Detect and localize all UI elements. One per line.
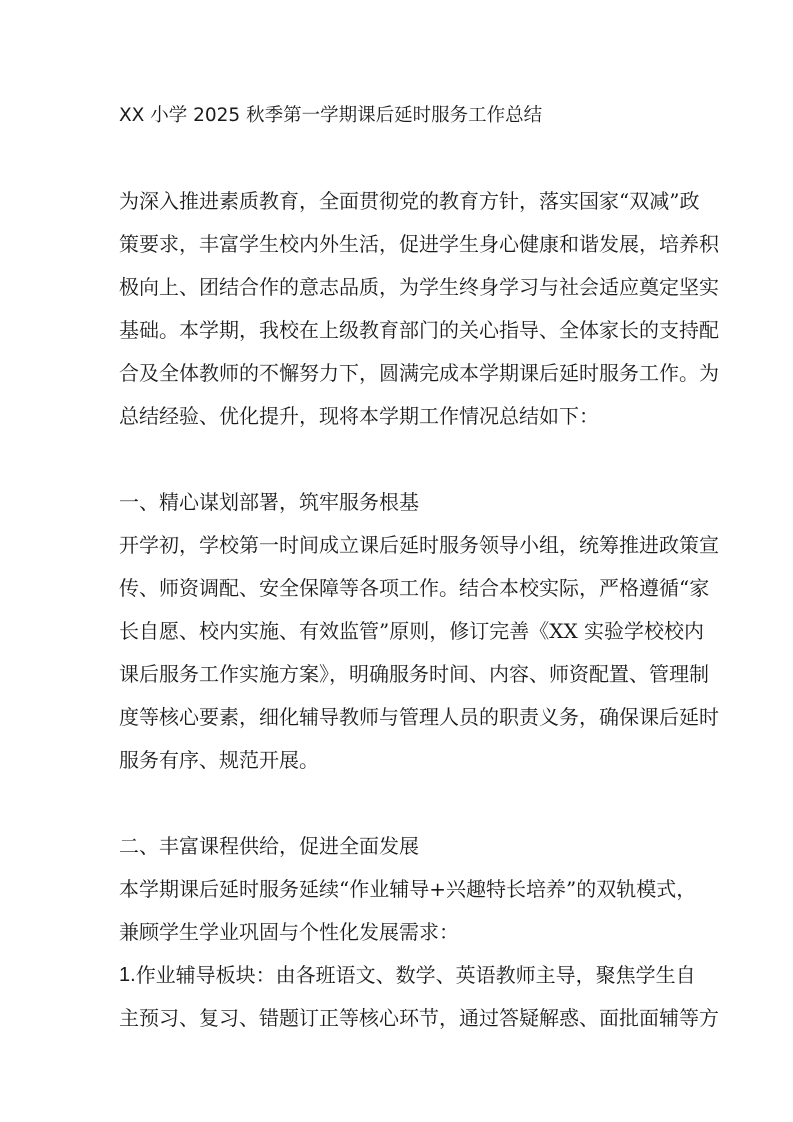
list-item [119, 960, 696, 990]
intro-line: 为深入推进素质教育，全面贯彻党的教育方针，落实国家“双减”政 [119, 189, 700, 213]
intro-line: 基础。本学期，我校在上级教育部门的关心指导、全体家长的支持配 [119, 318, 719, 342]
document-title: XX 小学 2025 秋季第一学期课后延时服务工作总结 [119, 105, 543, 126]
list-item-continuation: 主预习、复习、错题订正等核心环节，通过答疑解惑、面批面辅等方 [119, 1006, 719, 1030]
section-heading: 一、精心谋划部署，筑牢服务根基 [119, 490, 419, 514]
section-line: 服务有序、规范开展。 [119, 748, 319, 772]
intro-line: 总结经验、优化提升，现将本学期工作情况总结如下： [119, 404, 599, 428]
intro-line: 合及全体教师的不懈努力下，圆满完成本学期课后延时服务工作。为 [119, 361, 719, 385]
section-line: 开学初，学校第一时间成立课后延时服务领导小组，统筹推进政策宣 [119, 533, 719, 557]
section-line: 度等核心要素，细化辅导教师与管理人员的职责义务，确保课后延时 [119, 705, 719, 729]
list-item-text: 作业辅导板块：由各班语文、数学、英语教师主导，聚焦学生自 [135, 963, 696, 987]
section-line: 传、师资调配、安全保障等各项工作。结合本校实际，严格遵循“家 [119, 576, 710, 600]
section-heading: 二、丰富课程供给，促进全面发展 [119, 834, 419, 858]
section-line: 长自愿、校内实施、有效监管”原则，修订完善《XX 实验学校校内 [119, 619, 705, 643]
list-number: 1. [119, 964, 136, 986]
section-line: 兼顾学生学业巩固与个性化发展需求： [119, 920, 459, 944]
intro-line: 极向上、团结合作的意志品质，为学生终身学习与社会适应奠定坚实 [119, 275, 719, 299]
intro-line: 策要求，丰富学生校内外生活，促进学生身心健康和谐发展，培养积 [119, 232, 719, 256]
section-line: 本学期课后延时服务延续“作业辅导+兴趣特长培养”的双轨模式， [119, 877, 697, 901]
section-line: 课后服务工作实施方案》，明确服务时间、内容、师资配置、管理制 [119, 662, 709, 686]
